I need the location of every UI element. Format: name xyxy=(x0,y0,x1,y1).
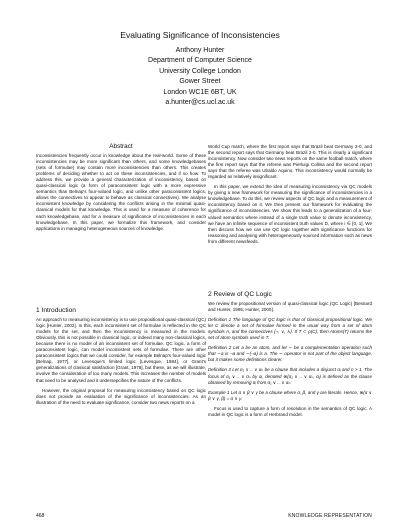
definition-3: Definition 3 Let α₁ ∨ .. ∨ αₙ be a clause that includes a disjunct αᵢ and n > 1. The focus of α₁ ∨ .. ∨ αₙ by αᵢ, denoted ⊗(α₁ ∨ .. ∨ αₙ, αᵢ) is defined as the clause obtained by removing αᵢ from α₁ ∨ .. ∨ αₙ. xyxy=(208,367,372,385)
right-column xyxy=(208,144,372,249)
left-column-intro xyxy=(36,308,206,410)
page-number: 468 xyxy=(36,513,45,519)
body-paragraph: World Cup match, where the first report says that Brazil beat Germany 2-0, and the second report says that Germany beat Brazil 2-0. This is clearly a significant inconsistency. Now consider two news reports on the same football match, where the first report says that the referee was Pierluigi Collina and the second report says that the referee was Ubaldo Aquino. This inconsistency would normally be regarded as relatively insignificant. xyxy=(208,144,372,180)
affiliation-line: London WC1E 6BT, UK xyxy=(163,88,237,96)
intro-paragraph: However, the original proposal for measuring inconsistency based on QC logic does not provide an evaluation of the significance of inconsistencies. As an illustration of the need to evaluate significance, consider two news reports on a xyxy=(36,387,206,405)
intro-paragraph: An approach to measuring inconsistency is to use propositional quasi-classical (QC) logic [Hunter, 2002]. In this, each inconsistent set of formulae is reflected in the QC models for the set, and then the inconsistency is measured in the models. Obviously, this is not possible in classical logic, or indeed many non-classical logics, because there is no model of an inconsistent set of formulae. QC logic, a form of paraconsistent logic, can model inconsistent sets of formulae. There are other paraconsistent logics that we could consider, for example Belnap's four-valued logic [Belnap, 1977], or Levesque's limited logic [Levesque, 1984], or Grant's generalizations of classical satisfaction [Grant, 1978], but these, as we will illustrate, involve the consideration of too many models. This increases the number of models that need to be analysed and it undersepcifies the nature of the conflicts. xyxy=(36,317,206,383)
example-1: Example 1 Let α ∨ β ∨ γ be a clause where α, β, and γ are literals. Hence, ⊗(α ∨ β ∨ γ, β) = α ∨ γ. xyxy=(208,389,372,401)
definition-2: Definition 2 Let a be an atom, and let ∼ be a complementation operation such that ∼a is ¬a and ∼(¬a) is a. The ∼ operator is not part of the object language, but it makes some definitions clearer. xyxy=(208,345,372,363)
review-intro: We review the propositional version of quasi-classical logic (QC Logic) [Besnard and Hunter, 1995; Hunter, 2000]. xyxy=(208,301,372,313)
abstract-heading: Abstract xyxy=(109,143,133,150)
abstract-text: Inconsistencies frequently occur in knowledge about the real-world. Some of these inconsistencies may be more significant than others, and some knowledgebases (sets of formulae) may contain more inconsistencies than others. This creates problems of deciding whether to act on these inconsistencies, and if so how. To address this, we provide a general characterization of inconsistency, based on quasi-classical logic (a form of paraconsistent logic with a more expressive semantics than Belnap's four-valued logic, and unlike other paraconsistent logics, allows the connectives to appear to behave as classical connectives). We analyse inconsistent knowledge by considering the conflicts arising in the minimal quasi-classical models for that knowledge. This is used for a measure of coherence for each knowledgebase, and for a measure of significance of inconsistencies in each knowledgebase. In this paper, we formalize this framework, and consider applications in managing heterogeneous sources of knowledge. xyxy=(36,153,206,231)
affiliation-line: University College London xyxy=(159,67,241,75)
section-heading-review: 2 Review of QC Logic xyxy=(208,291,272,298)
author-name: Anthony Hunter xyxy=(175,47,225,54)
paper-title: Evaluating Significance of Inconsistencies xyxy=(120,30,280,40)
running-footer: KNOWLEDGE REPRESENTATION xyxy=(288,513,372,519)
body-paragraph: In this paper, we extend the idea of measuring inconsistency via QC models by giving a new framework for measuring the significance of inconsistencies in a knowledgebase. To do this, we review aspects of QC logic and a measurement of inconsistency based on it. We then present our framework for evaluating the significance of inconsistencies. We show this leads to a generalization of a four-valued semantics where instead of a single truth value to denote inconsistency, we have an infinite sequence of inconsistent truth values D, where i ∈ [0, 1]. We then discuss how we can use QC logic together with significance functions for reasoning and analysing with heterogeneously sourced information such as news from different newsfeeds. xyxy=(208,184,372,244)
definition-1: Definition 1 The language of QC logic is that of classical propositional logic. We let C denote a set of formulae formed in the usual way from a set of atom symbols A, and the connectives {¬, ∨, ∧}. If T ⊂ ρ(C), then Atoms(T) returns the set of atom symbols used in T. xyxy=(208,317,372,341)
author-email: a.hunter@cs.ucl.ac.uk xyxy=(165,99,235,107)
right-column-review xyxy=(208,292,372,422)
affiliation-line: Department of Computer Science xyxy=(148,57,252,65)
affiliation-line: Gower Street xyxy=(179,78,221,86)
author-block xyxy=(0,46,400,108)
body-paragraph: Focus is used to capture a form of resolution in the semantics of QC logic. A model in QC logic is a form of Herbrand model. xyxy=(208,405,372,417)
left-column xyxy=(36,144,206,236)
section-heading-introduction: 1 Introduction xyxy=(36,307,76,314)
